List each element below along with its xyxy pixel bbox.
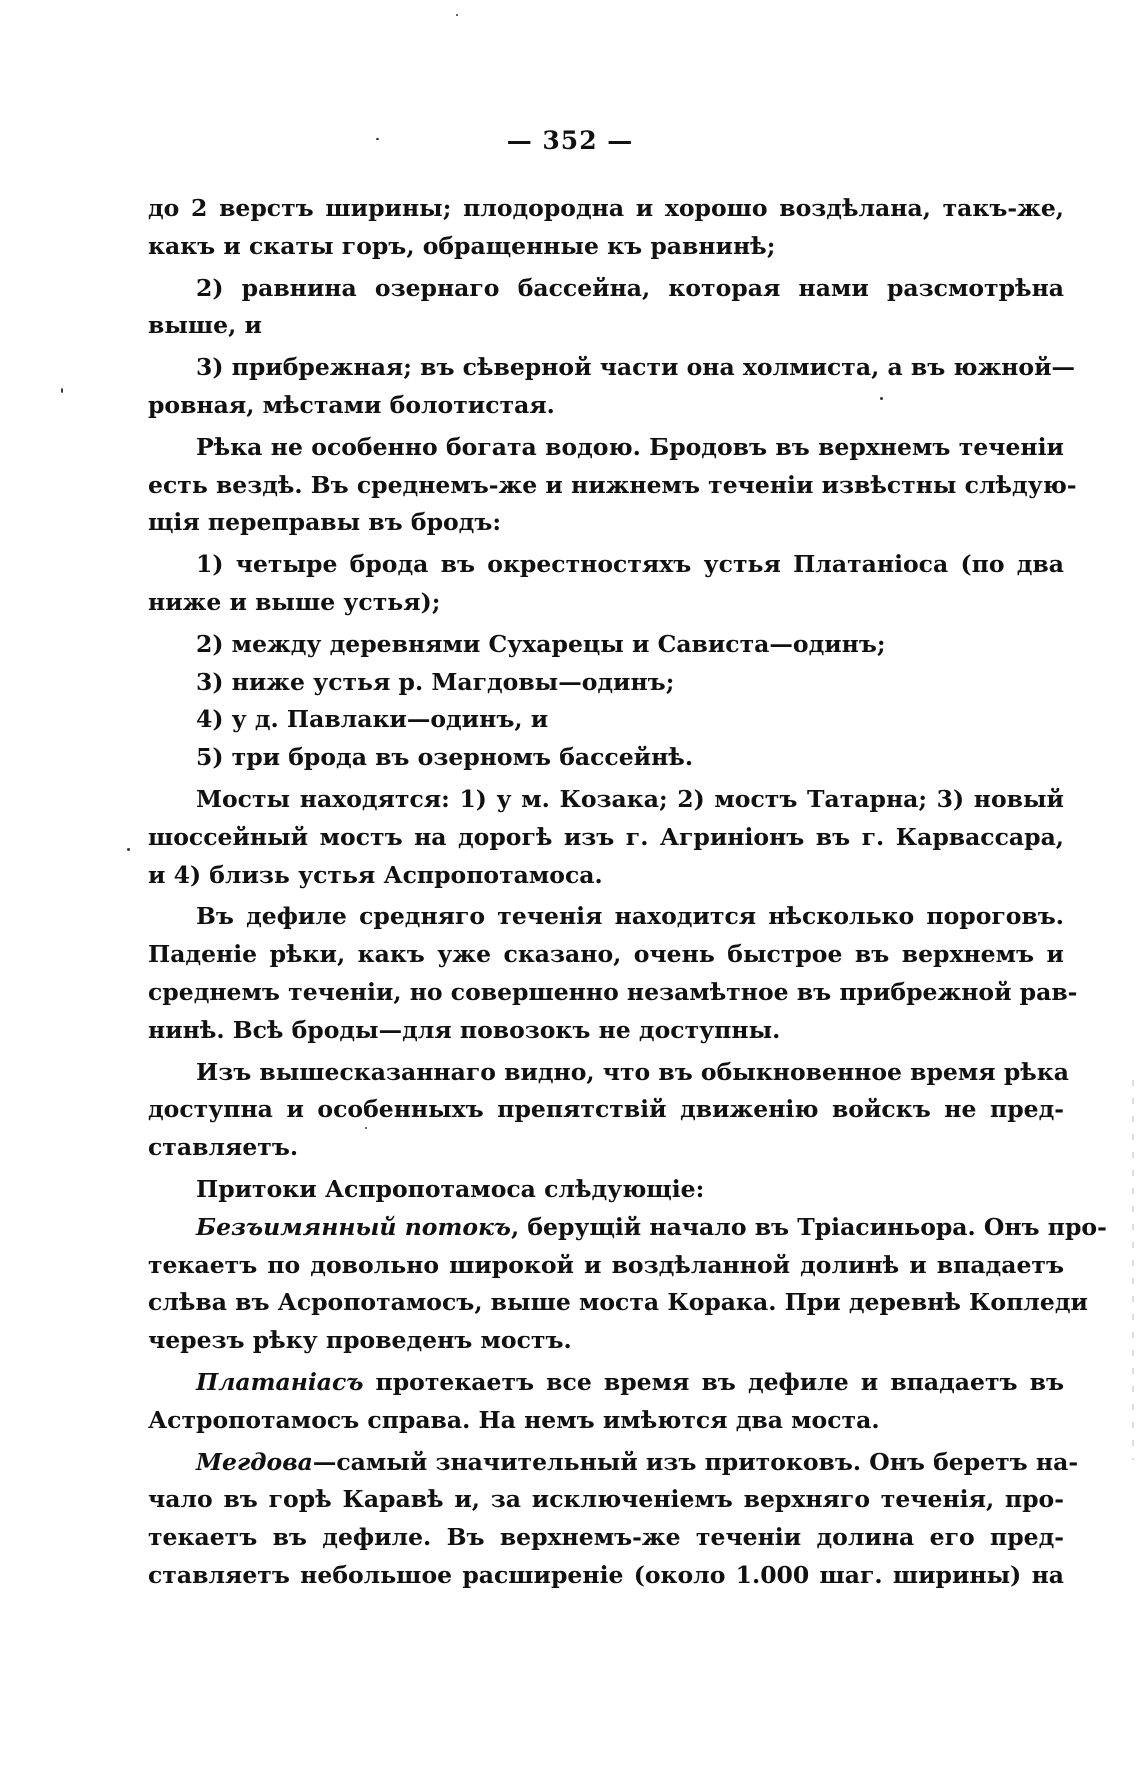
line-text: Притоки Аспропотамоса слѣдующіе: <box>196 1174 705 1203</box>
scan-speck <box>127 848 130 851</box>
text-line <box>148 1129 1064 1167</box>
line-text: чало въ горѣ Каравѣ и, за исключеніемъ верхняго теченія, про- <box>148 1485 1064 1514</box>
text-line <box>148 1091 1064 1129</box>
text-line <box>148 429 1064 467</box>
line-text: —самый значительный изъ притоковъ. Онъ беретъ на- <box>312 1447 1079 1476</box>
text-line <box>148 1012 1064 1050</box>
text-line <box>148 1519 1064 1557</box>
scan-speck <box>880 397 883 400</box>
italic-term: Безъимянный потокъ <box>196 1212 511 1241</box>
scan-edge-noise <box>1132 1080 1134 1460</box>
line-text: и 4) близь устья Аспропотамоса. <box>148 860 603 889</box>
line-text: до 2 верстъ ширины; плодородна и хорошо воздѣлана, такъ-же, <box>148 194 1064 222</box>
scan-speck <box>376 138 379 140</box>
text-line <box>148 1402 1064 1440</box>
line-text: 4) у д. Павлаки—одинъ, и <box>196 705 549 734</box>
line-text: шоссейный мостъ на дорогѣ изъ г. Агриніонъ въ г. Карвассара, <box>148 822 1064 851</box>
text-line <box>148 307 1064 345</box>
body-text <box>148 190 1107 1595</box>
text-line <box>148 1557 1064 1595</box>
text-line <box>148 1322 1064 1360</box>
line-text: черезъ рѣку проведенъ мостъ. <box>148 1326 572 1355</box>
text-line <box>148 504 1064 542</box>
line-text: 3) прибрежная; въ сѣверной части она холмиста, а въ южной— <box>196 353 1076 382</box>
line-text: ставляетъ. <box>148 1133 299 1162</box>
text-line <box>148 781 1064 819</box>
text-line <box>148 1284 1088 1322</box>
line-text: 2) равнина озернаго бассейна, которая нами разсмотрѣна <box>196 273 1064 302</box>
text-line <box>148 270 1064 308</box>
line-text: ставляетъ небольшое расширеніе (около 1.000 шаг. ширины) на <box>148 1560 1064 1589</box>
text-line <box>148 190 1064 228</box>
text-line <box>148 1444 1079 1482</box>
line-text: Астропотамосъ справа. На немъ имѣются два моста. <box>148 1405 880 1434</box>
line-text: Рѣка не особенно богата водою. Бродовъ въ верхнемъ теченіи <box>196 432 1064 461</box>
line-text: 1) четыре брода въ окрестностяхъ устья Платаніоса (по два <box>196 550 1064 579</box>
scan-speck <box>61 388 63 393</box>
italic-term: Платаніасъ <box>196 1367 364 1396</box>
text-line <box>148 584 1064 622</box>
line-text: ровная, мѣстами болотистая. <box>148 390 555 419</box>
text-line <box>148 1054 1069 1092</box>
text-line <box>148 546 1064 584</box>
line-text: текаетъ по довольно широкой и воздѣланной долинѣ и впадаетъ <box>148 1250 1064 1279</box>
page-number: — 352 — <box>506 126 634 155</box>
text-line <box>148 1481 1064 1519</box>
text-line <box>148 664 1064 702</box>
line-text: 5) три брода въ озерномъ бассейнѣ. <box>196 743 693 772</box>
line-text: 3) ниже устья р. Магдовы—одинъ; <box>196 667 675 696</box>
line-text: выше, и <box>148 311 262 340</box>
line-text: 2) между деревнями Сухарецы и Сависта—одинъ; <box>196 629 886 658</box>
line-text: Мосты находятся: 1) у м. Козака; 2) мостъ Татарна; 3) новый <box>196 784 1064 813</box>
line-text: какъ и скаты горъ, обращенные къ равнинѣ; <box>148 231 776 260</box>
text-line <box>148 467 1077 505</box>
line-text: щія переправы въ бродъ: <box>148 508 502 537</box>
line-text: Изъ вышесказаннаго видно, что въ обыкновенное время рѣка <box>196 1057 1069 1086</box>
text-line <box>148 819 1064 857</box>
text-line <box>148 1364 1064 1402</box>
text-line <box>148 701 1064 739</box>
line-text: , берущій начало въ Тріасиньора. Онъ про- <box>510 1212 1107 1241</box>
scan-speck <box>456 14 458 16</box>
italic-term: Мегдова <box>196 1447 313 1476</box>
line-text: протекаетъ все время въ дефиле и впадаетъ въ <box>363 1367 1064 1396</box>
line-text: слѣва въ Асропотамосъ, выше моста Корака. При деревнѣ Копледи <box>148 1288 1088 1317</box>
line-text: есть вездѣ. Въ среднемъ-же и нижнемъ теченіи извѣстны слѣдую- <box>148 470 1077 499</box>
line-text: среднемъ теченіи, но совершенно незамѣтное въ прибрежной рав- <box>148 977 1078 1006</box>
text-line <box>148 974 1078 1012</box>
text-line <box>148 387 1064 425</box>
text-line <box>148 1247 1064 1285</box>
line-text: Въ дефиле средняго теченія находится нѣсколько пороговъ. <box>196 902 1064 931</box>
text-line <box>148 349 1076 387</box>
text-line <box>148 1171 1064 1209</box>
line-text: нинѣ. Всѣ броды—для повозокъ не доступны. <box>148 1015 781 1044</box>
text-line <box>148 228 1064 266</box>
scan-speck <box>365 1127 367 1129</box>
line-text: Паденіе рѣки, какъ уже сказано, очень быстрое въ верхнемъ и <box>148 940 1064 969</box>
text-line <box>148 626 1064 664</box>
line-text: доступна и особенныхъ препятствій движенію войскъ не пред- <box>148 1095 1064 1124</box>
text-line <box>148 936 1064 974</box>
text-line <box>148 1209 1107 1247</box>
text-line <box>148 739 1064 777</box>
text-line <box>148 898 1064 936</box>
line-text: ниже и выше устья); <box>148 587 441 616</box>
line-text: текаетъ въ дефиле. Въ верхнемъ-же теченіи долина его пред- <box>148 1523 1064 1552</box>
text-line <box>148 857 1064 895</box>
